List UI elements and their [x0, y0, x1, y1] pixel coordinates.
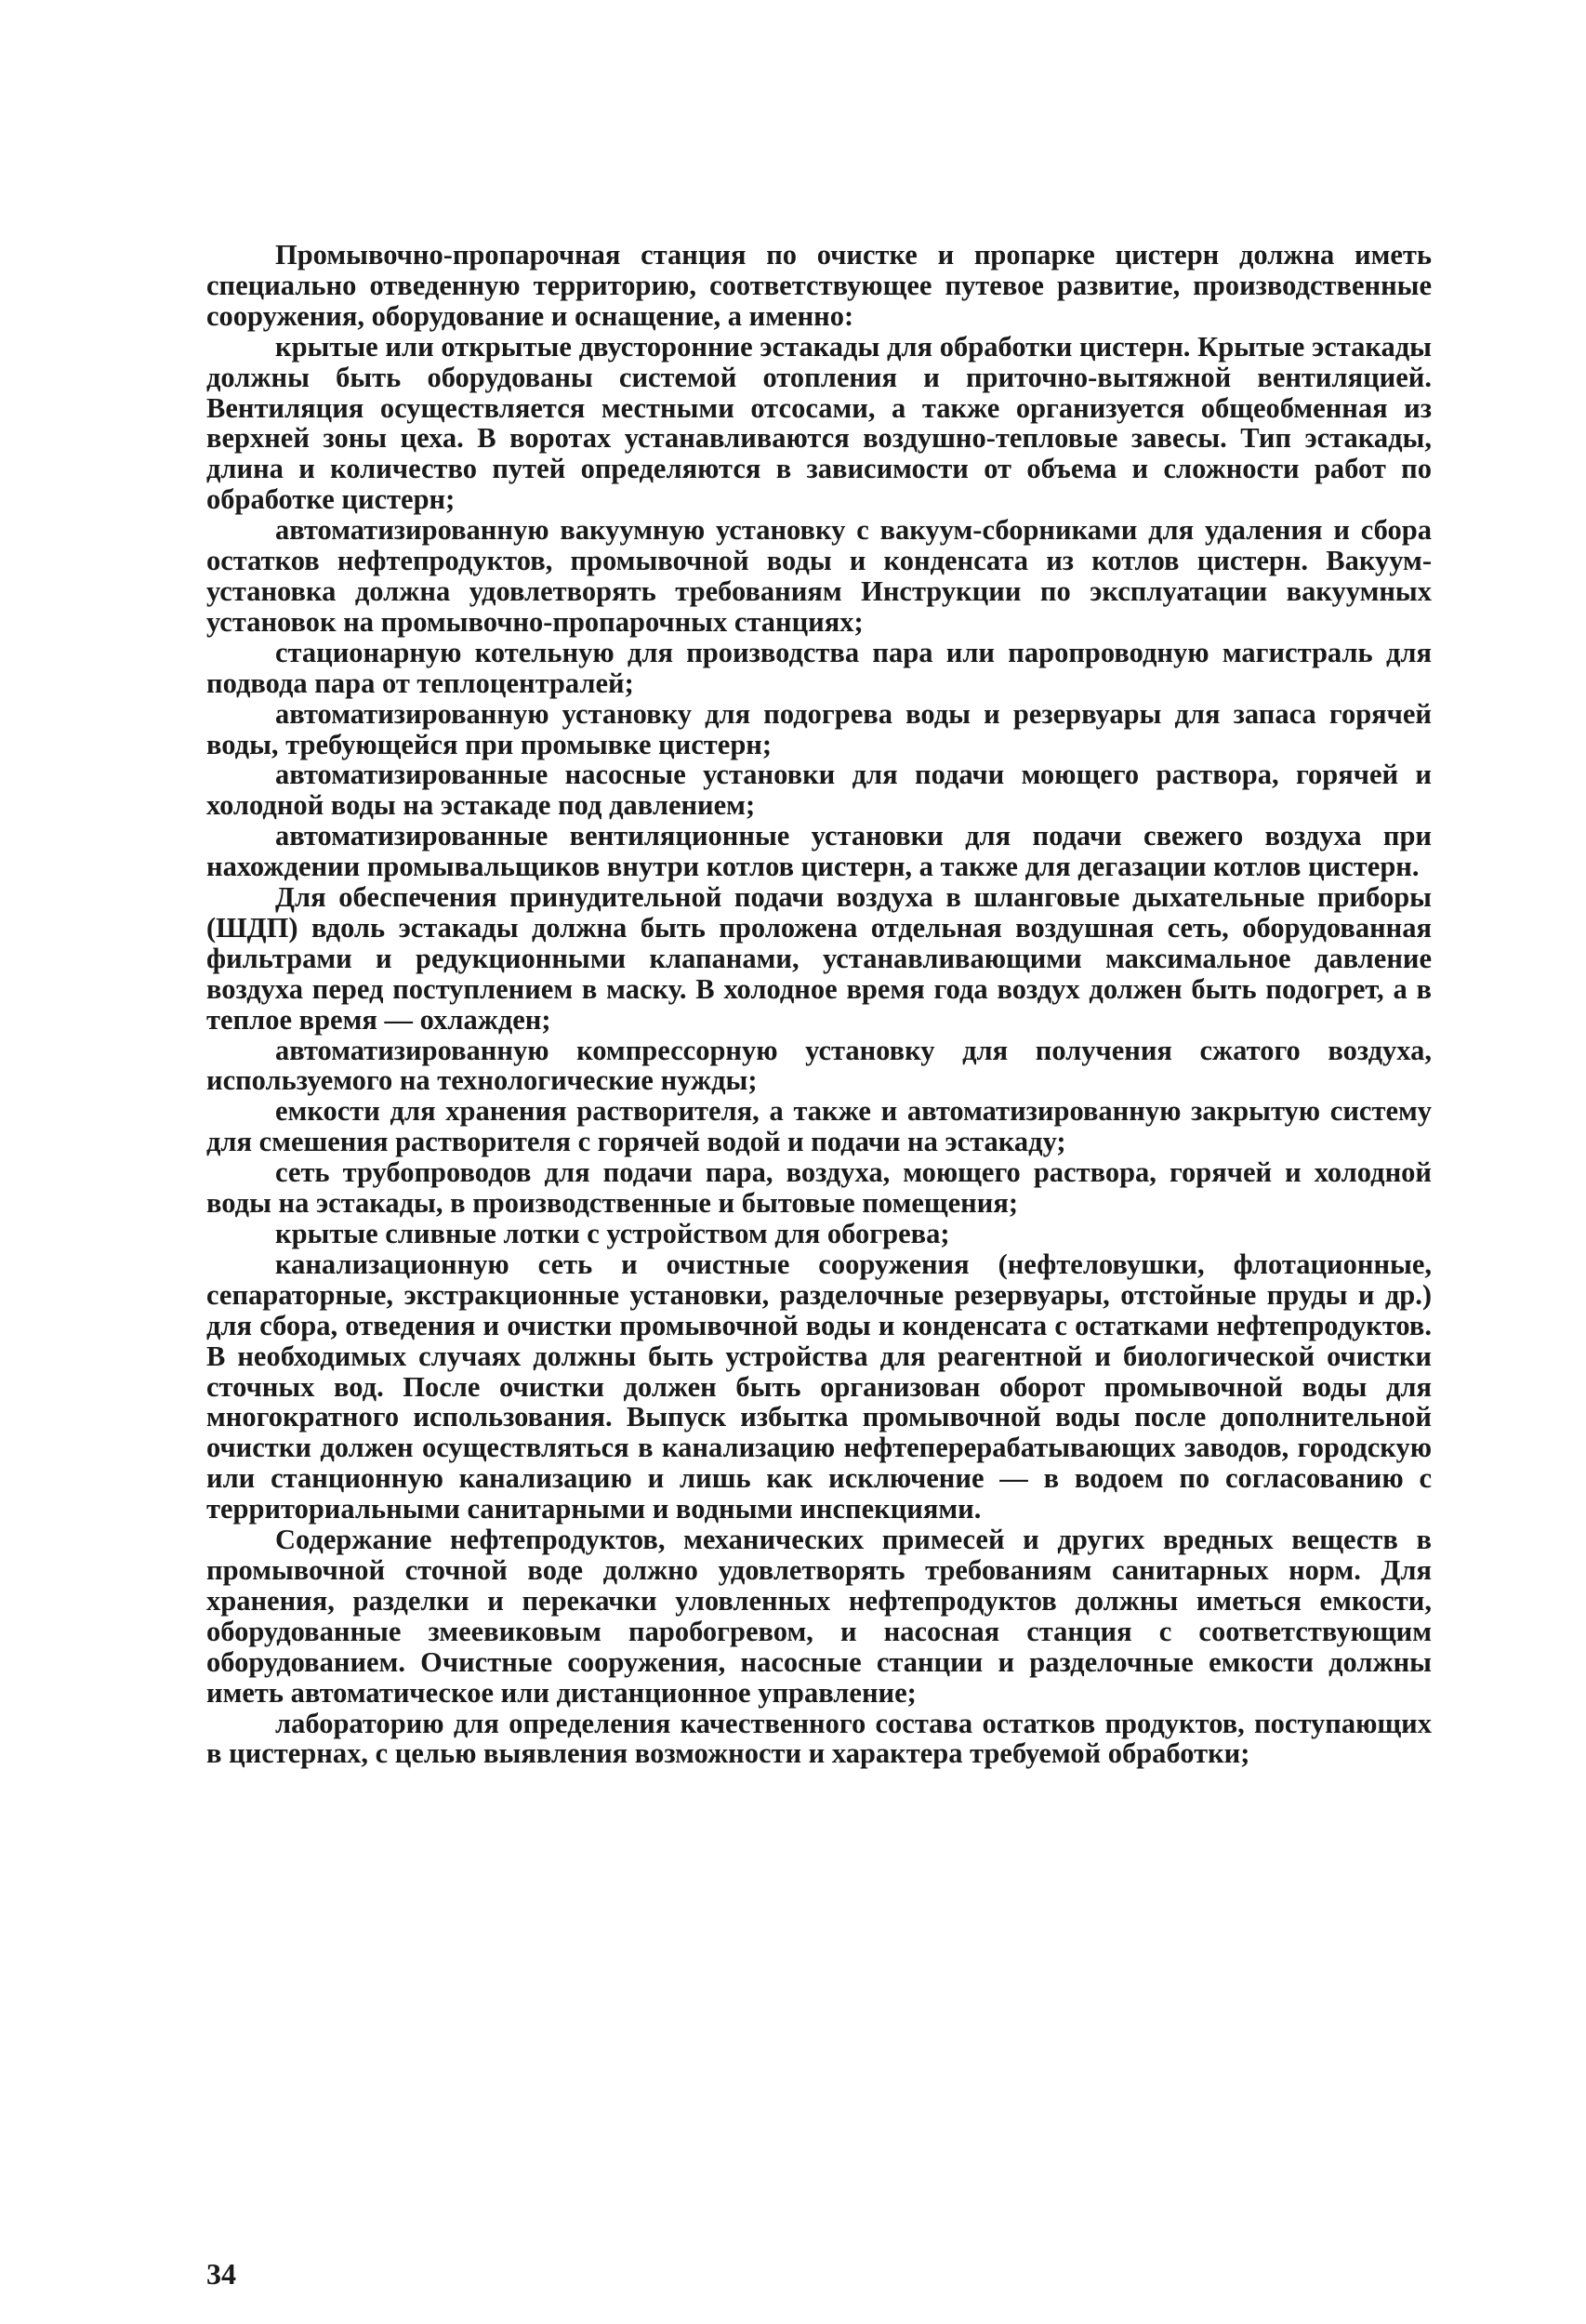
paragraph-solvent-tanks: емкости для хранения растворителя, а также и автоматизированную закрытую систему для смешения растворителя с горячей водой и подачи на эстакаду; [206, 1095, 1432, 1158]
paragraph-air-supply: Для обеспечения принудительной подачи воздуха в шланговые дыхательные приборы (ШДП) вдоль эстакады должна быть проложена отдельная воздушная сеть, оборудованная фильтрами и редукционными клапанами, устанавливающими максимальное давление воздуха перед поступлением в маску. В холодное время года воздух должен быть подогрет, а в теплое время — охлажден; [206, 881, 1432, 1036]
paragraph-compressor: автоматизированную компрессорную установку для получения сжатого воздуха, используемого на технологические нужды; [206, 1034, 1432, 1097]
paragraph-covered-overpasses: крытые или открытые двусторонние эстакады для обработки цистерн. Крытые эстакады должны быть оборудованы системой отопления и приточно-вытяжной вентиляцией. Вентиляция осуществляется местными отсосами, а также организуется общеобменная из верхней зоны цеха. В воротах устанавливаются воздушно-тепловые завесы. Тип эстакады, длина и количество путей определяются в зависимости от объема и сложности работ по обработке цистерн; [206, 330, 1432, 516]
paragraph-sewerage: канализационную сеть и очистные сооружения (нефтеловушки, флотационные, сепараторные, экстракционные установки, разделочные резервуары, отстойные пруды и др.) для сбора, отведения и очистки промывочной воды и конденсата с остатками нефтепродуктов. В необходимых случаях должны быть устройства для реагентной и биологической очистки сточных вод. После очистки должен быть организован оборот промывочной воды для многократного использования. Выпуск избытка промывочной воды после дополнительной очистки должен осуществляться в канализацию нефтеперерабатывающих заводов, городскую или станционную канализацию и лишь как исключение — в водоем по согласованию с территориальными санитарными и водными инспекциями. [206, 1248, 1432, 1525]
paragraph-drain-trays: крытые сливные лотки с устройством для обогрева; [275, 1218, 950, 1249]
paragraph-water-heating: автоматизированную установку для подогрева воды и резервуары для запаса горячей воды, требующейся при промывке цистерн; [206, 697, 1432, 760]
paragraph-laboratory: лабораторию для определения качественного состава остатков продуктов, поступающих в цистернах, с целью выявления возможности и характера требуемой обработки; [206, 1707, 1432, 1770]
paragraph-boiler-room: стационарную котельную для производства пара или паропроводную магистраль для подвода пара от теплоцентралей; [206, 636, 1432, 699]
paragraph-intro: Промывочно-пропарочная станция по очистке и пропарке цистерн должна иметь специально отведенную территорию, соответствующее путевое развитие, производственные сооружения, оборудование и оснащение, а именно: [206, 239, 1432, 332]
body-text [206, 240, 1432, 1769]
paragraph-ventilation-units: автоматизированные вентиляционные установки для подачи свежего воздуха при нахождении промывальщиков внутри котлов цистерн, а также для дегазации котлов цистерн. [206, 820, 1432, 883]
paragraph-pump-units: автоматизированные насосные установки для подачи моющего раствора, горячей и холодной воды на эстакаде под давлением; [206, 759, 1432, 822]
paragraph-vacuum-unit: автоматизированную вакуумную установку с вакуум-сборниками для удаления и сбора остатков нефтепродуктов, промывочной воды и конденсата из котлов цистерн. Вакуум-установка должна удовлетворять требованиям Инструкции по эксплуатации вакуумных установок на промывочно-пропарочных станциях; [206, 514, 1432, 638]
paragraph-sanitary-norms: Содержание нефтепродуктов, механических примесей и других вредных веществ в промывочной сточной воде должно удовлетворять требованиям санитарных норм. Для хранения, разделки и перекачки уловленных нефтепродуктов должны иметься емкости, оборудованные змеевиковым паробогревом, и насосная станция с соответствующим оборудованием. Очистные сооружения, насосные станции и разделочные емкости должны иметь автоматическое или дистанционное управление; [206, 1524, 1432, 1709]
paragraph-pipelines: сеть трубопроводов для подачи пара, воздуха, моющего раствора, горячей и холодной воды на эстакады, в производственные и бытовые помещения; [206, 1156, 1432, 1220]
page-number: 34 [206, 2257, 236, 2291]
